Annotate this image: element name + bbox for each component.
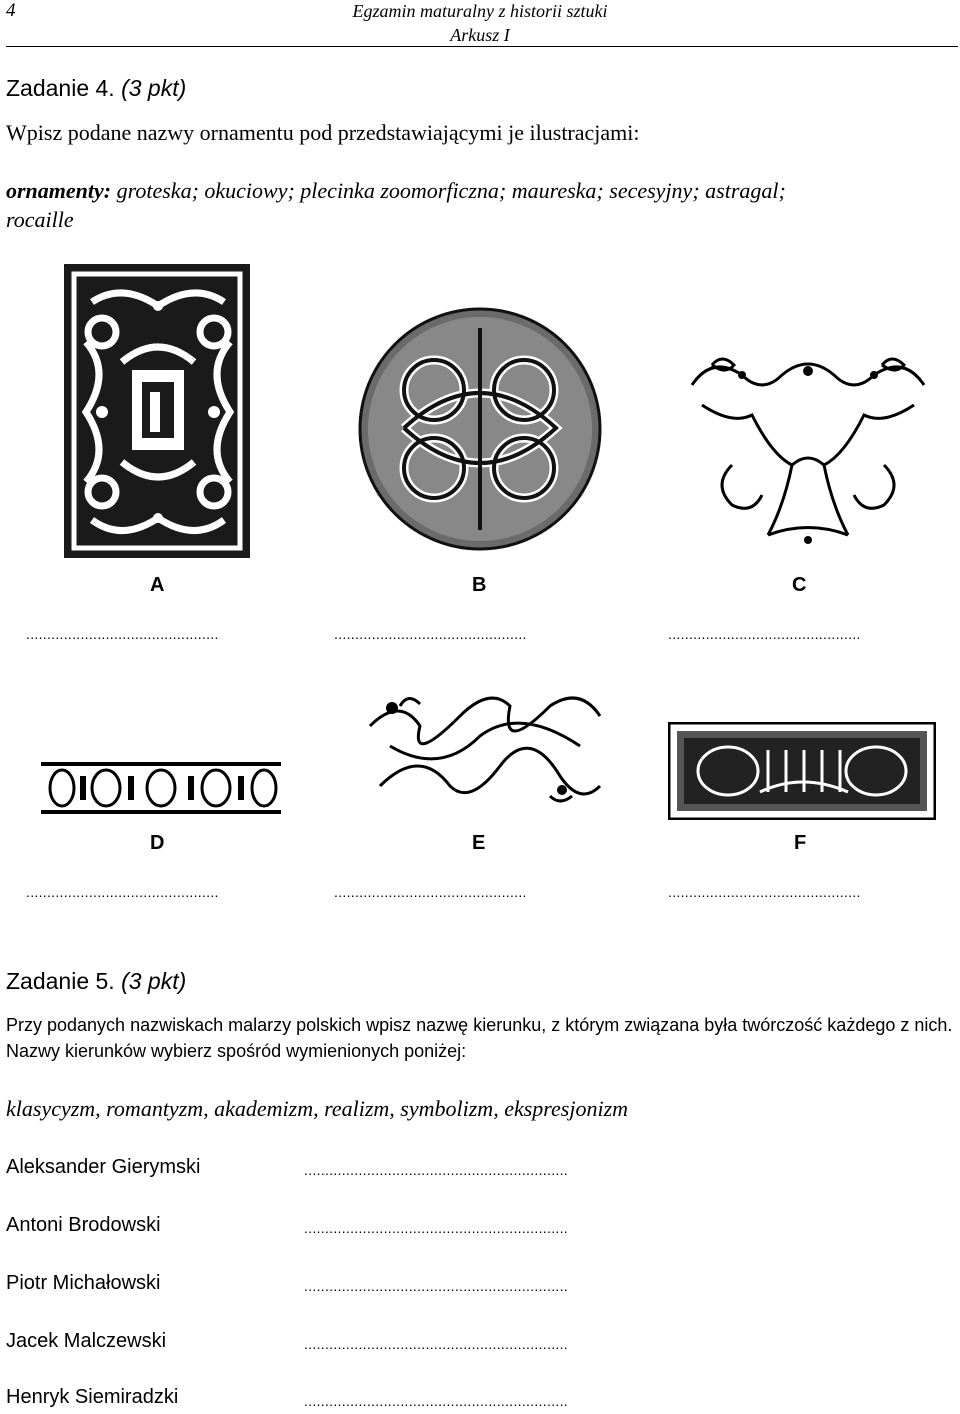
task4-points: (3 pkt) bbox=[121, 75, 187, 101]
task5-instruction: Przy podanych nazwiskach malarzy polskich wpisz nazwę kierunku, z którym związana była twórczość każdego z nich. Nazwy kierunków wybierz spośród wymienionych poniżej: bbox=[6, 1015, 953, 1061]
painter-answer-line[interactable]: ............................................................... bbox=[304, 1162, 568, 1178]
strapwork-ornament-icon bbox=[62, 262, 254, 562]
page-number: 4 bbox=[6, 0, 16, 21]
exam-title: Egzamin maturalny z historii sztuki bbox=[352, 1, 608, 21]
task4-heading bbox=[6, 75, 186, 102]
task4-instruction: Wpisz podane nazwy ornamentu pod przedstawiającymi je ilustracjami: bbox=[6, 120, 640, 145]
painter-name: Antoni Brodowski bbox=[6, 1214, 161, 1236]
painter-answer-line[interactable]: ............................................................... bbox=[304, 1393, 568, 1409]
task5-title: Zadanie 5. bbox=[6, 968, 115, 994]
figure-e-label: E bbox=[472, 832, 486, 854]
figure-a-label: A bbox=[150, 574, 165, 596]
zoomorphic-interlace-ornament-icon bbox=[356, 298, 604, 560]
figure-c-label: C bbox=[792, 574, 807, 596]
task5-heading bbox=[6, 968, 186, 995]
ornaments-line bbox=[6, 178, 786, 204]
painter-answer-line[interactable]: ............................................................... bbox=[304, 1278, 568, 1294]
movements-list: klasycyzm, romantyzm, akademizm, realizm, symbolizm, ekspresjonizm bbox=[6, 1096, 629, 1121]
figure-e-answer-line[interactable]: .............................................. bbox=[334, 884, 527, 900]
figure-d-answer-line[interactable]: .............................................. bbox=[26, 884, 219, 900]
task4-title: Zadanie 4. bbox=[6, 75, 115, 101]
figure-b-answer-line[interactable]: .............................................. bbox=[334, 626, 527, 642]
figure-b-label: B bbox=[472, 574, 487, 596]
painter-name: Jacek Malczewski bbox=[6, 1330, 167, 1352]
painter-name: Piotr Michałowski bbox=[6, 1272, 161, 1294]
painter-answer-line[interactable]: ............................................................... bbox=[304, 1336, 568, 1352]
task5-points: (3 pkt) bbox=[121, 968, 187, 994]
painter-name: Aleksander Gierymski bbox=[6, 1156, 201, 1178]
figure-d-label: D bbox=[150, 832, 165, 854]
figure-f-label: F bbox=[794, 832, 807, 854]
figure-a-answer-line[interactable]: .............................................. bbox=[26, 626, 219, 642]
figure-c-answer-line[interactable]: .............................................. bbox=[668, 626, 861, 642]
moresque-ornament-icon bbox=[668, 722, 936, 820]
header-rule bbox=[6, 46, 958, 47]
ornaments-list-cont: rocaille bbox=[6, 207, 74, 232]
painter-answer-line[interactable]: ............................................................... bbox=[304, 1220, 568, 1236]
ornaments-list: groteska; okuciowy; plecinka zoomorficzna; maureska; secesyjny; astragal; bbox=[116, 178, 786, 203]
rocaille-ornament-icon bbox=[672, 345, 944, 557]
ornaments-label: ornamenty: bbox=[6, 178, 112, 203]
art-nouveau-ornament-icon bbox=[350, 686, 612, 820]
astragal-ornament-icon bbox=[40, 756, 282, 820]
sheet-label: Arkusz I bbox=[450, 25, 510, 45]
painter-name: Henryk Siemiradzki bbox=[6, 1386, 179, 1408]
figure-f-answer-line[interactable]: .............................................. bbox=[668, 884, 861, 900]
